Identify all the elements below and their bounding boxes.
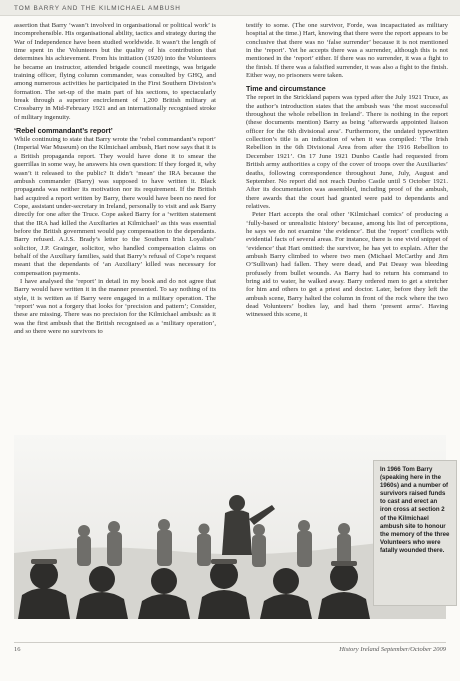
left-paragraph-1: assertion that Barry ‘wasn’t involved in organisational or political work’ is incomprehensible. His organisational ability, tactics and strategy during the War of Independence have been studied worldwide. It wasn’t the length of time spent in the Volunteers but the quality of his contribution that determines his achievement. From his initiation (1920) into the Volunteers he became an instructor, attended brigade council meetings, was brigade training officer, flying column commander, was consulted by GHQ, and among numerous activities he participated in the First Southern Division’s formation. The set-up of the main part of his sections, to spectacularly break through a superior encirclement of 1,200 British military at Crossbarry in Mid-February 1921 and an internationally recognised stroke of military ingenuity. <box>14 22 216 121</box>
page-footer <box>14 642 446 656</box>
left-paragraph-3: I have analysed the ‘report’ in detail in my book and do not agree that Barry would have written it in the manner presented. To say nothing of its style, it is written as if Barry were engaged in a military operation. The ‘report’ was not a forgery that looks for ‘precision and pattern’; Consider, these are missing. There was no precision for the Kilmichael ambush: as it was the first ambush that the British recognised as a ‘military operation’, and so there were no survivors to <box>14 277 216 336</box>
section-heading-rebel-report: ‘Rebel commandant’s report’ <box>14 126 113 136</box>
caption-text: In 1966 Tom Barry (speaking here in the 1960s) and a number of survivors raised funds to cast and erect an iron cross at section 2 of the Kilmichael ambush site to honour the memory of the three Volunteers who were fatally wounded there. <box>380 466 450 554</box>
right-paragraph-2: The report in the Strickland papers was typed after the July 1921 Truce, as the author’s introduction states that the ambush was ‘the most successful throughout the whole rebellion in Ireland’. There is nothing in the report (these documents mention) Barry as being ‘afterwards appointed liaison officer for the 6th divisional area’. Furthermore, the undated typewritten collection’s title is an indication of when it was compiled: ‘The Irish Rebellion in the 6th Divisional Area from after the 1916 Rebellion to December 1921’. On 17 June 1921 Dunbo Castle had requested from British army authorities a copy of the cover of troops over the Auxiliaries’ deaths, following correspondence throughout June, July, August and September. No report did not reach Dunbo Castle until 5 October 1921. After its documentation was assembled, including proof of the ambush, there awards that the court had granted were paid to dependants and relatives. <box>246 94 448 210</box>
publication-info: History Ireland September/October 2009 <box>339 646 446 653</box>
photo-caption <box>373 460 457 606</box>
right-paragraph-1: testify to some. (The one survivor, Forde, was incapacitated as military hospital at the time.) Hart, knowing that there were the report appears to be conclusive that there was no ‘false surrender’ because it is not mentioned in the ‘report’. Yet he accepts there was a surrender, although this is not mentioned in the ‘report’ either. If there was no surrender, it was a fight to the finish. If there was a falsified surrender, it was also a fight to the finish. Either way, no prisoners were taken. <box>246 22 448 80</box>
left-paragraph-2: While continuing to state that Barry wrote the ‘rebel commandant’s report’ (Imperial War Museum) on the Kilmichael ambush, Hart now says that it is a British propaganda report. They would have done it to smear the guerrillas in some way, he answers his own question: If they forged it, why wasn’t it released to the public? It didn’t ‘mean’ the IRA because the ambush commander (Barry) was supposed to have written it. Black propaganda was neither its motivation nor its requirement. If the British had acquired a report written by Barry, there would have been no need for Cope, assistant under-secretary in Ireland, personally to visit and ask Barry directly for one after the Truce. Cope asked Barry for a ‘written statement that the IRA had killed the Auxiliaries at Kilmichael’ as this was essential before the British government would pay compensation to the dependants. Barry refused. A.J.S. Brady’s letter to the Southern Irish Loyalists’ solicitor, J.P. Grainger, solicitor, who handled compensation claims on behalf of the Auxiliary families, said that Barry’s refusal of Cope’s request meant that the dependants of ‘an Auxiliary’ killed was necessary for compensation payments. <box>14 136 216 277</box>
right-paragraph-3: Peter Hart accepts the oral other ‘Kilmichael comics’ of producing a ‘fully-based or unrealistic history’ because, among his list of perceptions, he says we do not examine ‘the evidence’. But the ‘report’ conflicts with evidential facts of several areas. For instance, there is one vivid snippet of ‘evidence’ that Hart omitted: the survivor, he has yet to explain. After the ambush Barry climbed to where two men (Michael McCarthy and Jim O’Sullivan) had fallen. They were dead, and Pat Deasy was bleeding profusely from bullet wounds. As Barry had to return his command to bring aid to water, he walked away. Barry ordered men to get a stretcher for him and others to get a priest and doctor. Later, before they left the ambush scene, Barry halted the column in front of the rock where the two dead Volunteers’ bodies lay, and had them ‘present arms’. Having witnessed this scene, it <box>246 211 448 319</box>
section-heading-time-circumstance: Time and circumstance <box>246 84 326 94</box>
page-number: 16 <box>14 646 21 653</box>
running-head: TOM BARRY AND THE KILMICHAEL AMBUSH <box>0 0 460 16</box>
